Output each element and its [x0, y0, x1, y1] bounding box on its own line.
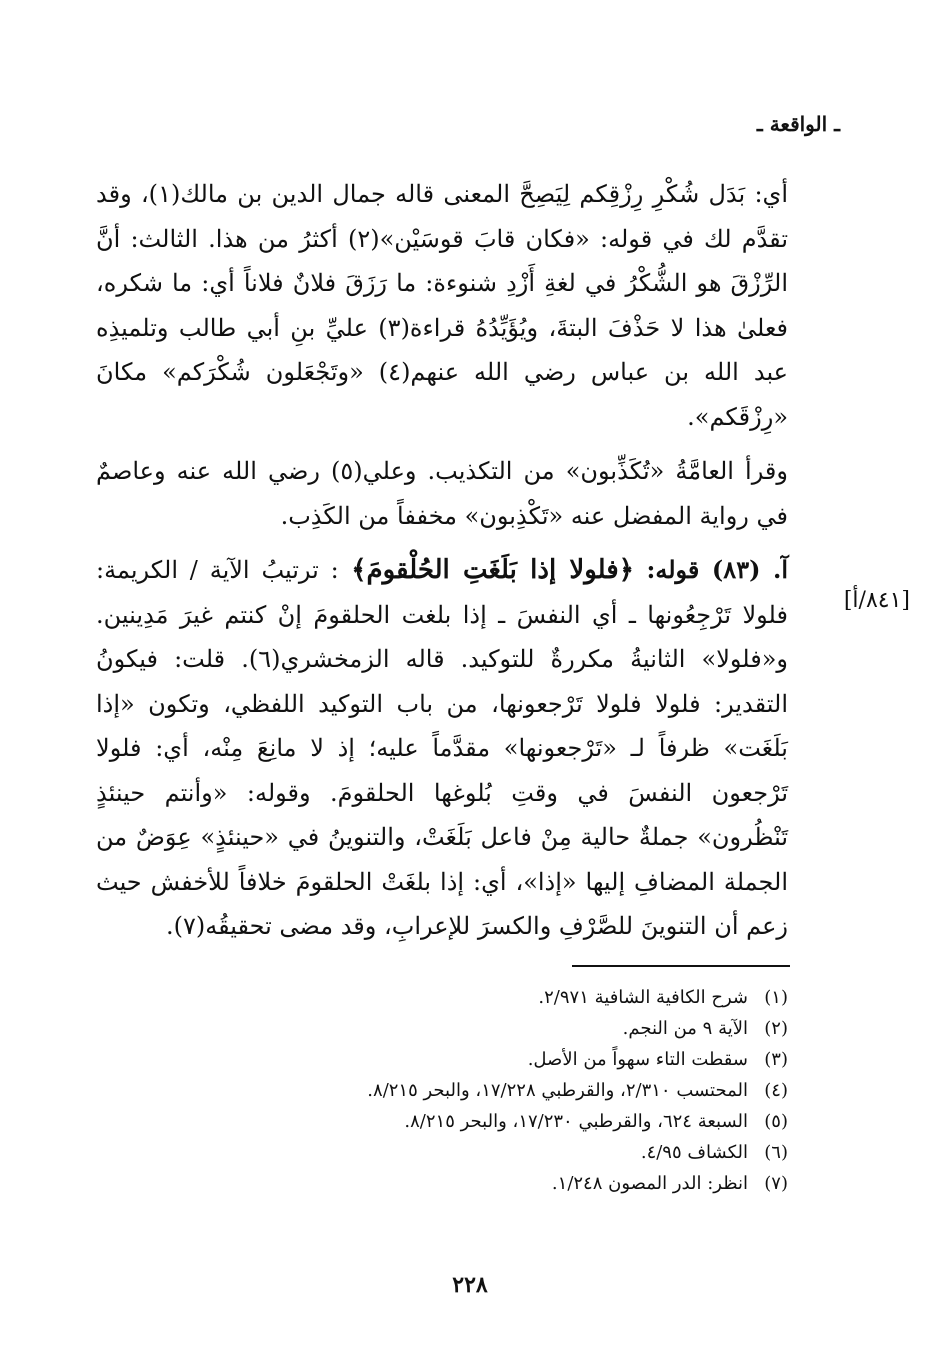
- footnote-text: سقطت التاء سهواً من الأصل.: [527, 1049, 748, 1070]
- text-line: وتكون «إذا بَلَغَت» ظرفاً لـ «تَرْجعونها» مقدَّماً عليه؛ إذ لا مانِعَ مِنْه، أي:: [96, 689, 788, 762]
- text-line: تَنْظُرون» جملةٌ حالية مِنْ فاعل بَلَغَتْ، والتنوينُ في «حينئذٍ» عِوَضٌ من: [96, 823, 788, 851]
- running-header: ـ الواقعة ـ: [756, 112, 840, 136]
- manuscript-folio-marker: [٨٤١/أ]: [843, 588, 910, 613]
- footnote-text: المحتسب ٢/٣١٠، والقرطبي ١٧/٢٢٨، والبحر ٨/٢١٥.: [367, 1080, 748, 1101]
- text-line: فعلىٰ هذا لا حَذْفَ البتةَ، ويُؤَيِّدُهُ قراءة(٣) عليِّ بنِ أبي طالب وتلميذِه: [96, 313, 789, 342]
- footnote-number: (٢): [764, 1018, 788, 1039]
- footnote-text: انظر: الدر المصون ١/٢٤٨.: [551, 1173, 748, 1194]
- text-line: قلت: فيكونُ التقدير: فلولا فلولا تَرْجعونها، من باب التوكيد اللفظي،: [96, 645, 788, 718]
- page-number: ٢٢٨: [452, 1272, 488, 1298]
- main-text: [96, 172, 788, 949]
- footnote-number: (٥): [764, 1111, 788, 1132]
- text-line: فلولا تَرْجعون النفسَ في وقتِ بُلوغها الحلقومَ. وقوله: «وأنتم حينئذٍ: [96, 734, 788, 807]
- quran-quote: ﴿فلولا إذا بَلَغَتِ الحُلْقومَ﴾: [351, 555, 634, 585]
- verse-number: آ. (٨٣) قوله:: [633, 555, 788, 584]
- footnote-text: السبعة ٦٢٤، والقرطبي ١٧/٢٣٠، والبحر ٨/٢١٥.: [404, 1111, 748, 1132]
- footnotes: [96, 982, 788, 1199]
- footnote-number: (٣): [764, 1049, 788, 1070]
- footnote-item: [96, 1013, 788, 1044]
- footnote-item: [96, 1106, 788, 1137]
- text-line: كنتم غيرَ مَدِينين. و«فلولا» الثانيةُ مكررةٌ للتوكيد. قاله الزمخشري(٦).: [96, 600, 788, 673]
- footnote-item: [96, 1044, 788, 1075]
- text-line: تقدَّم لك في قوله: «فكان قابَ قوسَيْن»(٢) أكثرُ من هذا. الثالث: أنَّ: [96, 224, 789, 253]
- footnote-number: (٦): [764, 1142, 788, 1163]
- text-line: أي: بَدَل شُكْرِ رِزْقِكم لِيَصِحَّ المعنى قاله جمال الدين بن مالك(١)، وقد: [96, 180, 788, 208]
- text-line: : ترتيبُ: [261, 556, 339, 584]
- paragraph-1: [96, 172, 788, 439]
- text-line: وقرأ العامَّةُ «تُكَذِّبون» من التكذيب. وعلي(٥) رضي الله عنه وعاصمٌ: [96, 457, 788, 485]
- footnote-number: (٤): [764, 1080, 788, 1101]
- footnote-text: شرح الكافية الشافية ٢/٩٧١.: [538, 987, 748, 1008]
- text-line: الجملة المضافِ إليها «إذا»، أي: إذا بلغَتْ الحلقومَ خلافاً للأخفش حيث: [96, 867, 789, 896]
- footnote-text: الآية ٩ من النجم.: [622, 1018, 748, 1039]
- text-line: عبد الله بن عباس رضي الله عنهم(٤) «وتَجْعَلون شُكْرَكم» مكانَ «رِزْقَكم».: [96, 358, 789, 431]
- paragraph-2: [96, 449, 788, 538]
- footnote-item: [96, 1168, 788, 1199]
- footnote-item: [96, 982, 788, 1013]
- footnote-divider: [572, 965, 790, 967]
- footnote-number: (١): [764, 987, 788, 1008]
- footnote-number: (٧): [764, 1173, 788, 1194]
- footnote-item: [96, 1075, 788, 1106]
- text-line: الآية / الكريمة: فلولا تَرْجِعُونها ـ أي النفسَ ـ إذا بلغت الحلقومَ إنْ: [96, 556, 788, 629]
- paragraph-3: [96, 548, 788, 949]
- text-line: زعم أن التنوينَ للصَّرْفِ والكسرَ للإعرابِ، وقد مضى تحقيقُه(٧).: [165, 912, 788, 940]
- text-line: الرِّزْقَ هو الشُّكْرُ في لغةِ أَزْدِ شنوءة: ما رَزَقَ فلانٌ فلاناً أي: ما شكره،: [96, 269, 788, 297]
- footnote-text: الكشاف ٤/٩٥.: [640, 1142, 748, 1163]
- verse-lemma: [339, 555, 788, 584]
- text-line: في رواية المفضل عنه «تَكْذِبون» مخففاً من الكَذِب.: [280, 501, 788, 530]
- footnote-item: [96, 1137, 788, 1168]
